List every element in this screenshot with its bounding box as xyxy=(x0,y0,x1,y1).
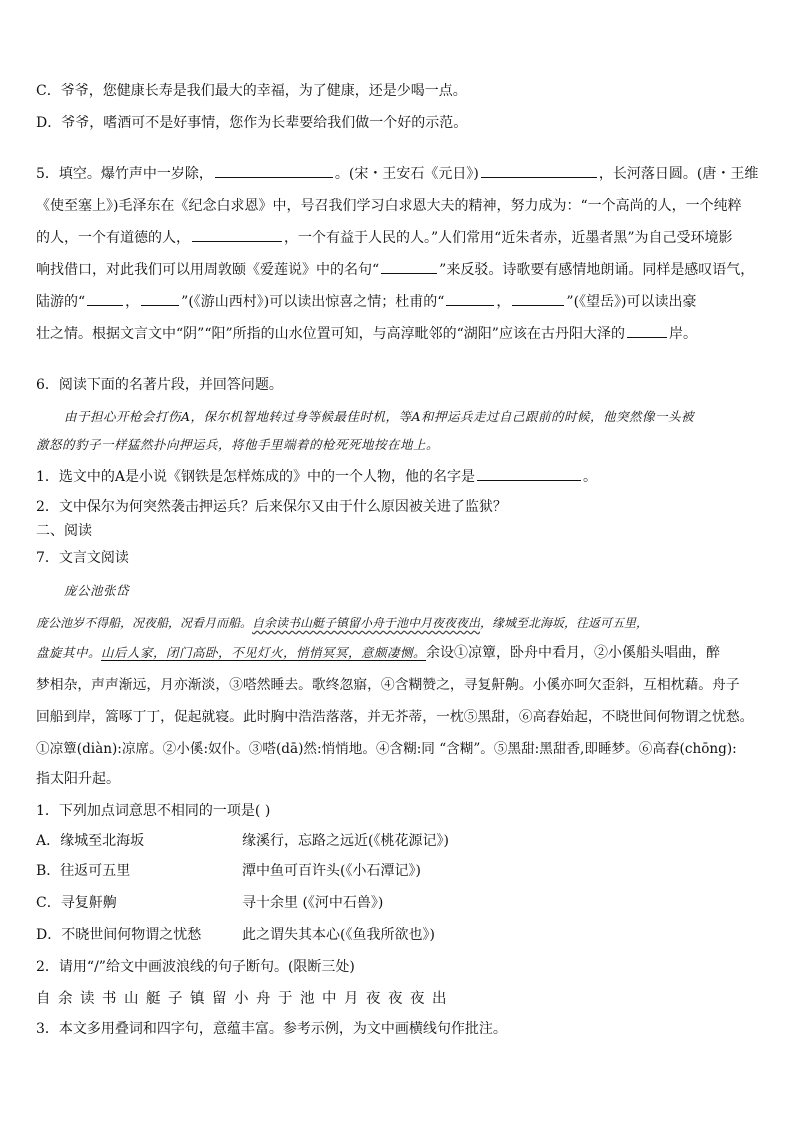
q4-option-d: D．爷爷，嗜酒可不是好事情，您作为长辈要给我们做一个好的示范。 xyxy=(36,115,468,131)
passage-line-1: 庞公池岁不得船，况夜船，况看月而船。自余读书山艇子镇留小舟于池中月夜夜夜出，缘城至北海坂，往返可五里， xyxy=(36,616,649,630)
q4-option-c: C．爷爷，您健康长寿是我们最大的幸福，为了健康，还是少喝一点。 xyxy=(36,83,467,99)
passage-title: 庞公池张岱 xyxy=(64,583,130,598)
passage-line-4: 回船到岸，篙啄丁丁，促起就寝。此时胸中浩浩落落，并无芥蒂，一枕⑤黑甜，⑥高舂始起，不晓世间何物谓之忧愁。 xyxy=(36,709,754,725)
annotation-line-2: 指太阳升起。 xyxy=(36,771,120,787)
answer-blank xyxy=(477,466,581,481)
q5-line-3: 的人，一个有道德的人， ，一个有益于人民的人。”人们常用“近朱者赤，近墨者黑”为自己受环境影 xyxy=(36,227,732,249)
answer-blank xyxy=(481,163,597,178)
q6-excerpt-line-2: 激怒的豹子一样猛然扑向押运兵，将他手里端着的枪死死地按在地上。 xyxy=(36,437,440,452)
passage-line-3: 梦相杂，声声渐远，月亦渐淡，③嗒然睡去。歌终忽寤，④含糊赞之，寻复鼾齁。小傒亦呵欠歪斜，互相枕藉。舟子 xyxy=(36,677,740,693)
option-d: D．不晓世间何物谓之忧愁 此之谓失其本心(《鱼我所欲也》) xyxy=(36,927,435,943)
option-a: A．缘城至北海坂 缘溪行，忘路之远近(《桃花源记》) xyxy=(36,833,449,849)
q6-sub-question-1: 1．选文中的A是小说《钢铁是怎样炼成的》中的一个人物，他的名字是 。 xyxy=(36,466,597,488)
q6-title: 6．阅读下面的名著片段，并回答问题。 xyxy=(36,377,283,393)
q5-line-2: 《使至塞上》)毛泽东在《纪念白求恩》中，号召我们学习白求恩大夫的精神，努力成为：“一个高尚的人，一个纯粹 xyxy=(36,198,742,214)
q7-sub-question-2: 2．请用“/”给文中画波浪线的句子断句。(限断三处) xyxy=(36,959,355,975)
q6-excerpt-line-1: 由于担心开枪会打伤A，保尔机智地转过身等候最佳时机，等A和押运兵走过自己跟前的时候，他突然像一头被 xyxy=(64,409,695,424)
q7-sub-question-1: 1．下列加点词意思不相同的一项是( ) xyxy=(36,803,271,819)
passage-line-2: 盘旋其中。山后人家，闭门高卧，不见灯火，悄悄冥冥，意颇凄恻。余设①凉簟，卧舟中看月，②小傒船头唱曲，醉 xyxy=(36,645,721,661)
annotation-line-1: ①凉簟(diàn):凉席。②小傒:奴仆。③嗒(dā)然:悄悄地。④含糊:同 “含糊”。⑤黑甜:黑甜香,即睡梦。⑥高舂(chōng): xyxy=(36,741,737,757)
answer-blank xyxy=(512,291,564,306)
q5-line-5: 陆游的“ ， ”(《游山西村》)可以读出惊喜之情；杜甫的“ ， ”(《望岳》)可以读出豪 xyxy=(36,291,697,313)
q7-sub-question-3: 3．本文多用叠词和四字句，意蕴丰富。参考示例，为文中画横线句作批注。 xyxy=(36,1021,507,1037)
underlined-sentence: 山后人家，闭门高卧，不见灯火，悄悄冥冥，意颇凄恻。 xyxy=(101,645,427,660)
answer-blank xyxy=(141,291,179,306)
option-c: C．寻复鼾齁 寻十余里 (《河中石兽》) xyxy=(36,895,384,911)
answer-blank xyxy=(627,323,667,338)
section-heading-reading: 二、阅读 xyxy=(36,523,92,539)
q6-sub-question-2: 2．文中保尔为何突然袭击押运兵？后来保尔又由于什么原因被关进了监狱？ xyxy=(36,499,507,515)
q5-line-1: 5．填空。爆竹声中一岁除， 。(宋・王安石《元日》) ，长河落日圆。(唐・王维 xyxy=(36,163,758,185)
q7-title: 7．文言文阅读 xyxy=(36,550,129,566)
option-b: B．往返可五里 潭中鱼可百许头(《小石潭记》) xyxy=(36,863,421,879)
answer-blank xyxy=(87,291,123,306)
answer-blank xyxy=(215,163,333,178)
q5-line-6: 壮之情。根据文言文中“阴”“阳”所指的山水位置可知，与高淳毗邻的“湖阳”应该在古丹阳大泽的 岸。 xyxy=(36,323,697,345)
answer-blank xyxy=(192,227,282,242)
wavy-underlined-sentence: 自余读书山艇子镇留小舟于池中月夜夜夜出 xyxy=(252,616,481,630)
answer-blank xyxy=(446,291,494,306)
q5-line-4: 响找借口，对此我们可以用周敦颐《爱莲说》中的名句“ ”来反驳。诗歌要有感情地朗诵。同样是感叹语气， xyxy=(36,259,754,281)
answer-blank xyxy=(381,259,437,274)
sentence-to-segment: 自余读书山艇子镇留小舟于池中月夜夜夜出 xyxy=(36,991,454,1007)
